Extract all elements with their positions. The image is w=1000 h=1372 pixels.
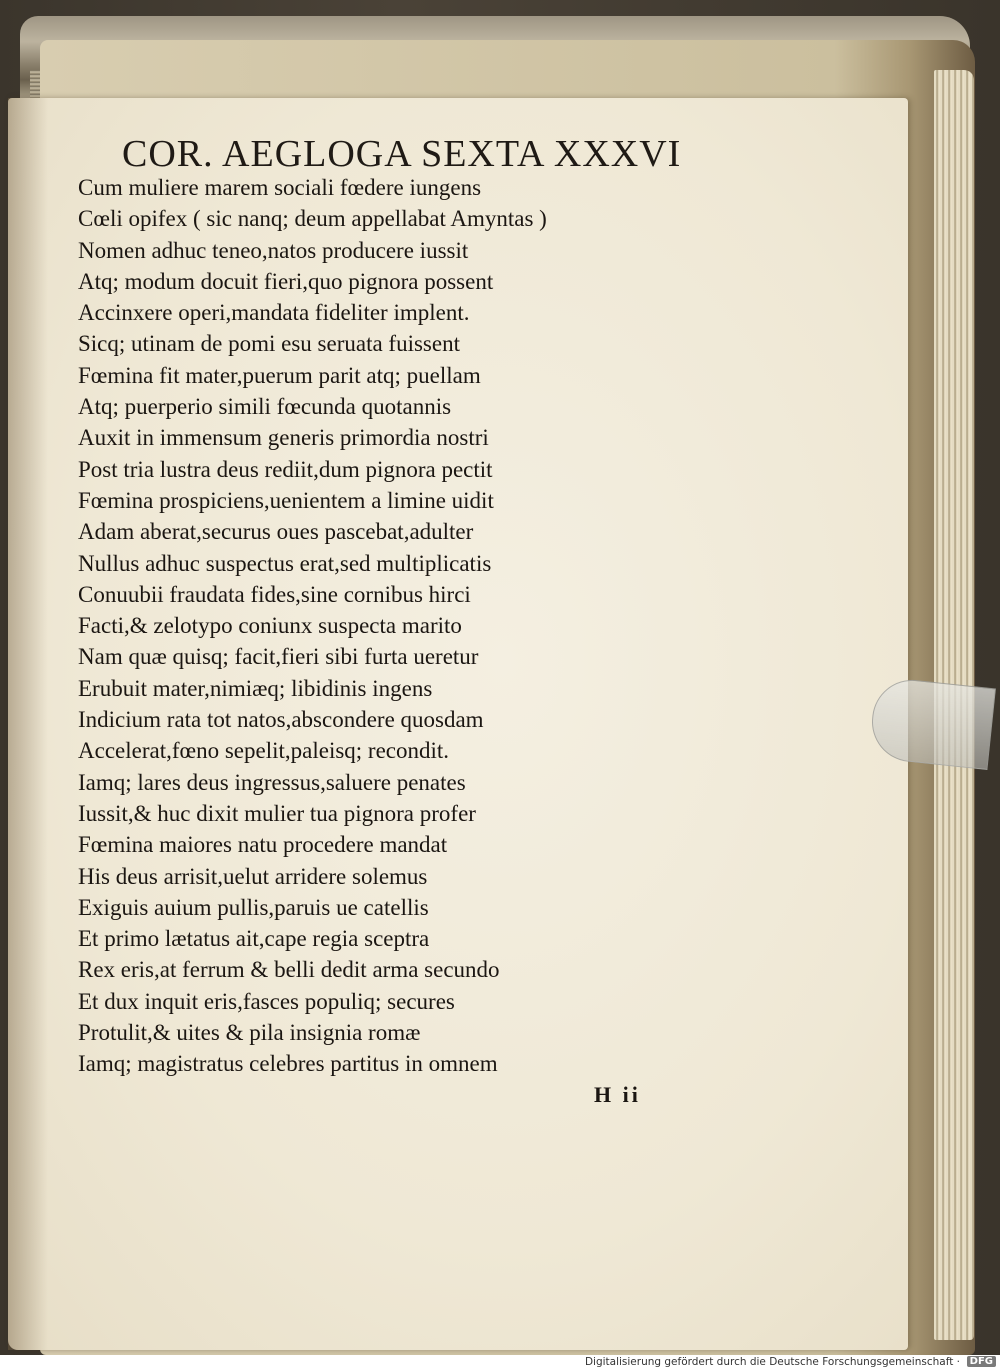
verse-line: Protulit,& uites & pila insignia romæ bbox=[78, 1020, 421, 1046]
verse-line: Facti,& zelotypo coniunx suspecta marito bbox=[78, 613, 462, 639]
verse-line: Auxit in immensum generis primordia nostri bbox=[78, 425, 489, 451]
verse-line: Exiguis auium pullis,paruis ue catellis bbox=[78, 894, 429, 920]
verse-line: Accelerat,fœno sepelit,paleisq; recondit. bbox=[78, 738, 450, 764]
verse-line: Atq; puerperio simili fœcunda quotannis bbox=[78, 394, 452, 420]
verse-line: Accinxere operi,mandata fideliter implent. bbox=[78, 300, 470, 326]
verse-line: Sicq; utinam de pomi esu seruata fuissent bbox=[78, 331, 460, 357]
verse-line: Fœmina fit mater,puerum parit atq; puellam bbox=[78, 362, 481, 388]
verse-line: Et dux inquit eris,fasces populiq; secures bbox=[78, 988, 455, 1014]
verse-line: Iamq; magistratus celebres partitus in omnem bbox=[78, 1051, 498, 1077]
verse-line: His deus arrisit,uelut arridere solemus bbox=[78, 863, 428, 889]
verse-line: Nomen adhuc teneo,natos producere iussit bbox=[78, 237, 469, 263]
signature-mark: H ii bbox=[594, 1082, 641, 1107]
digitization-credit: Digitalisierung gefördert durch die Deutsche Forschungsgemeinschaft · bbox=[584, 1356, 960, 1368]
verse-line: Rex eris,at ferrum & belli dedit arma secundo bbox=[78, 957, 500, 983]
verse-line: Fœmina prospiciens,uenientem a limine uidit bbox=[78, 487, 494, 513]
verse-line: Iussit,& huc dixit mulier tua pignora profer bbox=[78, 800, 476, 826]
verse-text bbox=[78, 172, 547, 1080]
running-title: COR. AEGLOGA SEXTA XXXVI bbox=[122, 133, 682, 175]
dfg-logo: DFG bbox=[967, 1356, 996, 1367]
verse-line: Iamq; lares deus ingressus,saluere penates bbox=[78, 769, 466, 795]
verse-line: Atq; modum docuit fieri,quo pignora possent bbox=[78, 268, 494, 294]
verse-line: Indicium rata tot natos,abscondere quosdam bbox=[78, 707, 484, 733]
verse-line: Fœmina maiores natu procedere mandat bbox=[78, 832, 448, 858]
gutter-shadow bbox=[8, 98, 48, 1350]
verse-line: Et primo lætatus ait,cape regia sceptra bbox=[78, 926, 430, 952]
verse-line: Nam quæ quisq; facit,fieri sibi furta ueretur bbox=[78, 644, 479, 670]
verse-line: Cœli opifex ( sic nanq; deum appellabat Amyntas ) bbox=[78, 206, 547, 232]
verse-line: Post tria lustra deus rediit,dum pignora pectit bbox=[78, 456, 493, 482]
verse-line: Adam aberat,securus oues pascebat,adulter bbox=[78, 519, 474, 545]
verse-line: Cum muliere marem sociali fœdere iungens bbox=[78, 175, 482, 200]
verse-line: Conuubii fraudata fides,sine cornibus hirci bbox=[78, 581, 471, 607]
verse-line: Nullus adhuc suspectus erat,sed multiplicatis bbox=[78, 550, 492, 576]
verse-line: Erubuit mater,nimiæq; libidinis ingens bbox=[78, 675, 433, 701]
